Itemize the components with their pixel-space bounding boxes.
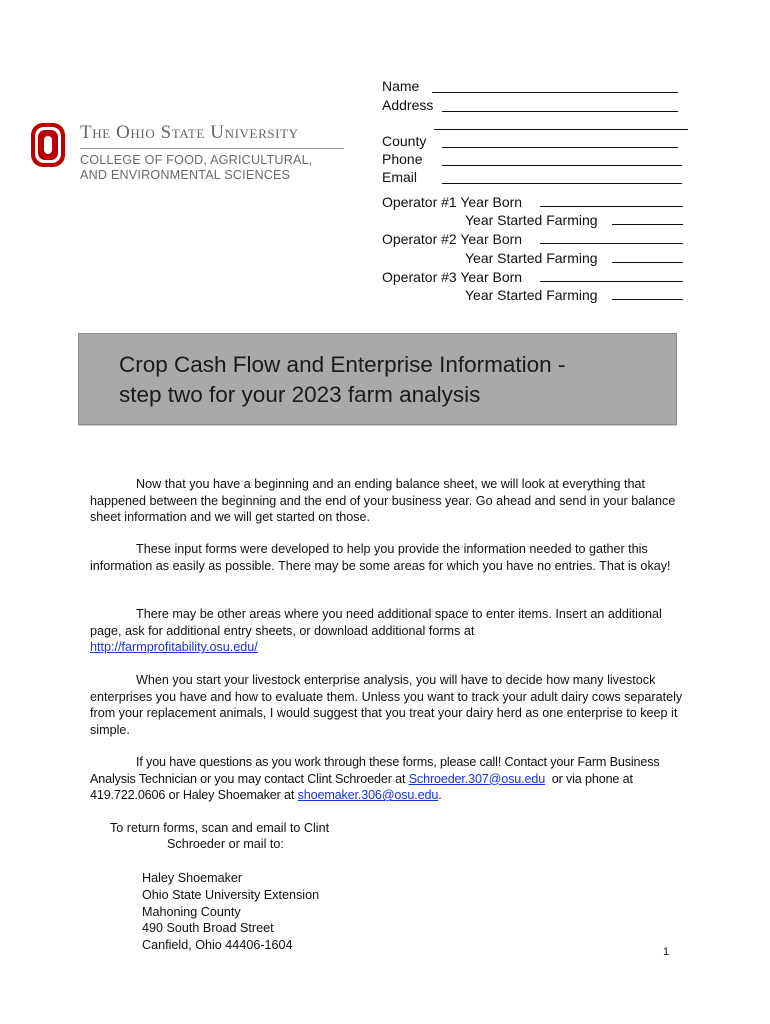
address-line-org: Ohio State University Extension xyxy=(142,888,320,902)
paragraph-4 xyxy=(90,672,684,738)
page-number: 1 xyxy=(663,946,670,958)
college-line-2: AND ENVIRONMENTAL SCIENCES xyxy=(80,168,291,182)
university-name: The Ohio State University xyxy=(80,122,299,143)
paragraph-2-text: These input forms were developed to help you provide the information needed to gather this information as easily as possible. There may be some areas for which you have no entries. That is okay! xyxy=(90,542,671,573)
operator1-started-label: Year Started Farming xyxy=(465,212,598,228)
operator3-started-label: Year Started Farming xyxy=(465,287,598,303)
schroeder-email-link[interactable]: Schroeder.307@osu.edu xyxy=(408,771,546,786)
operator2-born-label: Operator #2 Year Born xyxy=(382,231,523,247)
address-line-city: Canfield, Ohio 44406-1604 xyxy=(142,938,293,952)
county-line[interactable] xyxy=(442,147,678,148)
operator2-started-label: Year Started Farming xyxy=(465,250,598,266)
email-line[interactable] xyxy=(442,183,682,184)
phone-label: Phone xyxy=(382,151,423,167)
title-banner xyxy=(78,333,677,425)
logo-divider xyxy=(80,148,344,149)
county-label: County xyxy=(382,133,427,149)
return-instructions-2: Schroeder or mail to: xyxy=(167,837,284,851)
operator2-started-line[interactable] xyxy=(612,262,683,263)
phone-line[interactable] xyxy=(442,165,682,166)
paragraph-3-text: There may be other areas where you need additional space to enter items. Insert an additional page, ask for additional entry sheets, or download additional forms at xyxy=(90,607,662,638)
college-line-1: COLLEGE OF FOOD, AGRICULTURAL, xyxy=(80,153,313,167)
paragraph-1 xyxy=(90,476,684,526)
address-line-2[interactable] xyxy=(434,129,688,130)
operator2-born-line[interactable] xyxy=(540,243,683,244)
paragraph-1-text: Now that you have a beginning and an ending balance sheet, we will look at everything that happened between the beginning and the end of your business year. Go ahead and send in your balance sheet information and we will get started on those. xyxy=(90,477,676,525)
operator3-born-line[interactable] xyxy=(540,281,683,282)
operator3-started-line[interactable] xyxy=(612,299,683,300)
paragraph-3 xyxy=(90,606,684,656)
title-line-1: Crop Cash Flow and Enterprise Information - xyxy=(119,352,566,377)
address-label: Address xyxy=(382,97,434,113)
name-line[interactable] xyxy=(432,92,678,93)
shoemaker-email-link[interactable]: shoemaker.306@osu.edu xyxy=(297,788,439,803)
paragraph-2 xyxy=(90,541,684,574)
address-line-name: Haley Shoemaker xyxy=(142,871,243,885)
operator3-born-label: Operator #3 Year Born xyxy=(382,269,523,285)
address-line-street: 490 South Broad Street xyxy=(142,921,274,935)
paragraph-5-text-b: or via phone at 419.722.0606 or Haley Shoemaker at xyxy=(90,771,633,803)
address-line[interactable] xyxy=(442,111,678,112)
paragraph-5-text-a: If you have questions as you work through these forms, please call! Contact your Farm Business Analysis Technician or you may contact Clint Schroeder at xyxy=(90,755,660,786)
address-line-county: Mahoning County xyxy=(142,905,241,919)
osu-block-o-logo xyxy=(30,122,66,168)
farm-profitability-link[interactable]: http://farmprofitability.osu.edu/ xyxy=(90,640,258,655)
paragraph-5-text-c: . xyxy=(438,788,442,803)
paragraph-4-text: When you start your livestock enterprise analysis, you will have to decide how many livestock enterprises you have and how to evaluate them. Unless you want to track your adult dairy cows separately from your replacement animals, I would suggest that you treat your dairy herd as one enterprise to keep it simple. xyxy=(90,673,683,737)
title-line-2: step two for your 2023 farm analysis xyxy=(119,382,481,407)
return-instructions-1: To return forms, scan and email to Clint xyxy=(110,821,330,835)
operator1-born-label: Operator #1 Year Born xyxy=(382,194,523,210)
paragraph-5 xyxy=(90,754,670,804)
operator1-born-line[interactable] xyxy=(540,206,683,207)
email-label: Email xyxy=(382,169,418,185)
page-title xyxy=(119,350,659,410)
operator1-started-line[interactable] xyxy=(612,224,683,225)
name-label: Name xyxy=(382,78,420,94)
